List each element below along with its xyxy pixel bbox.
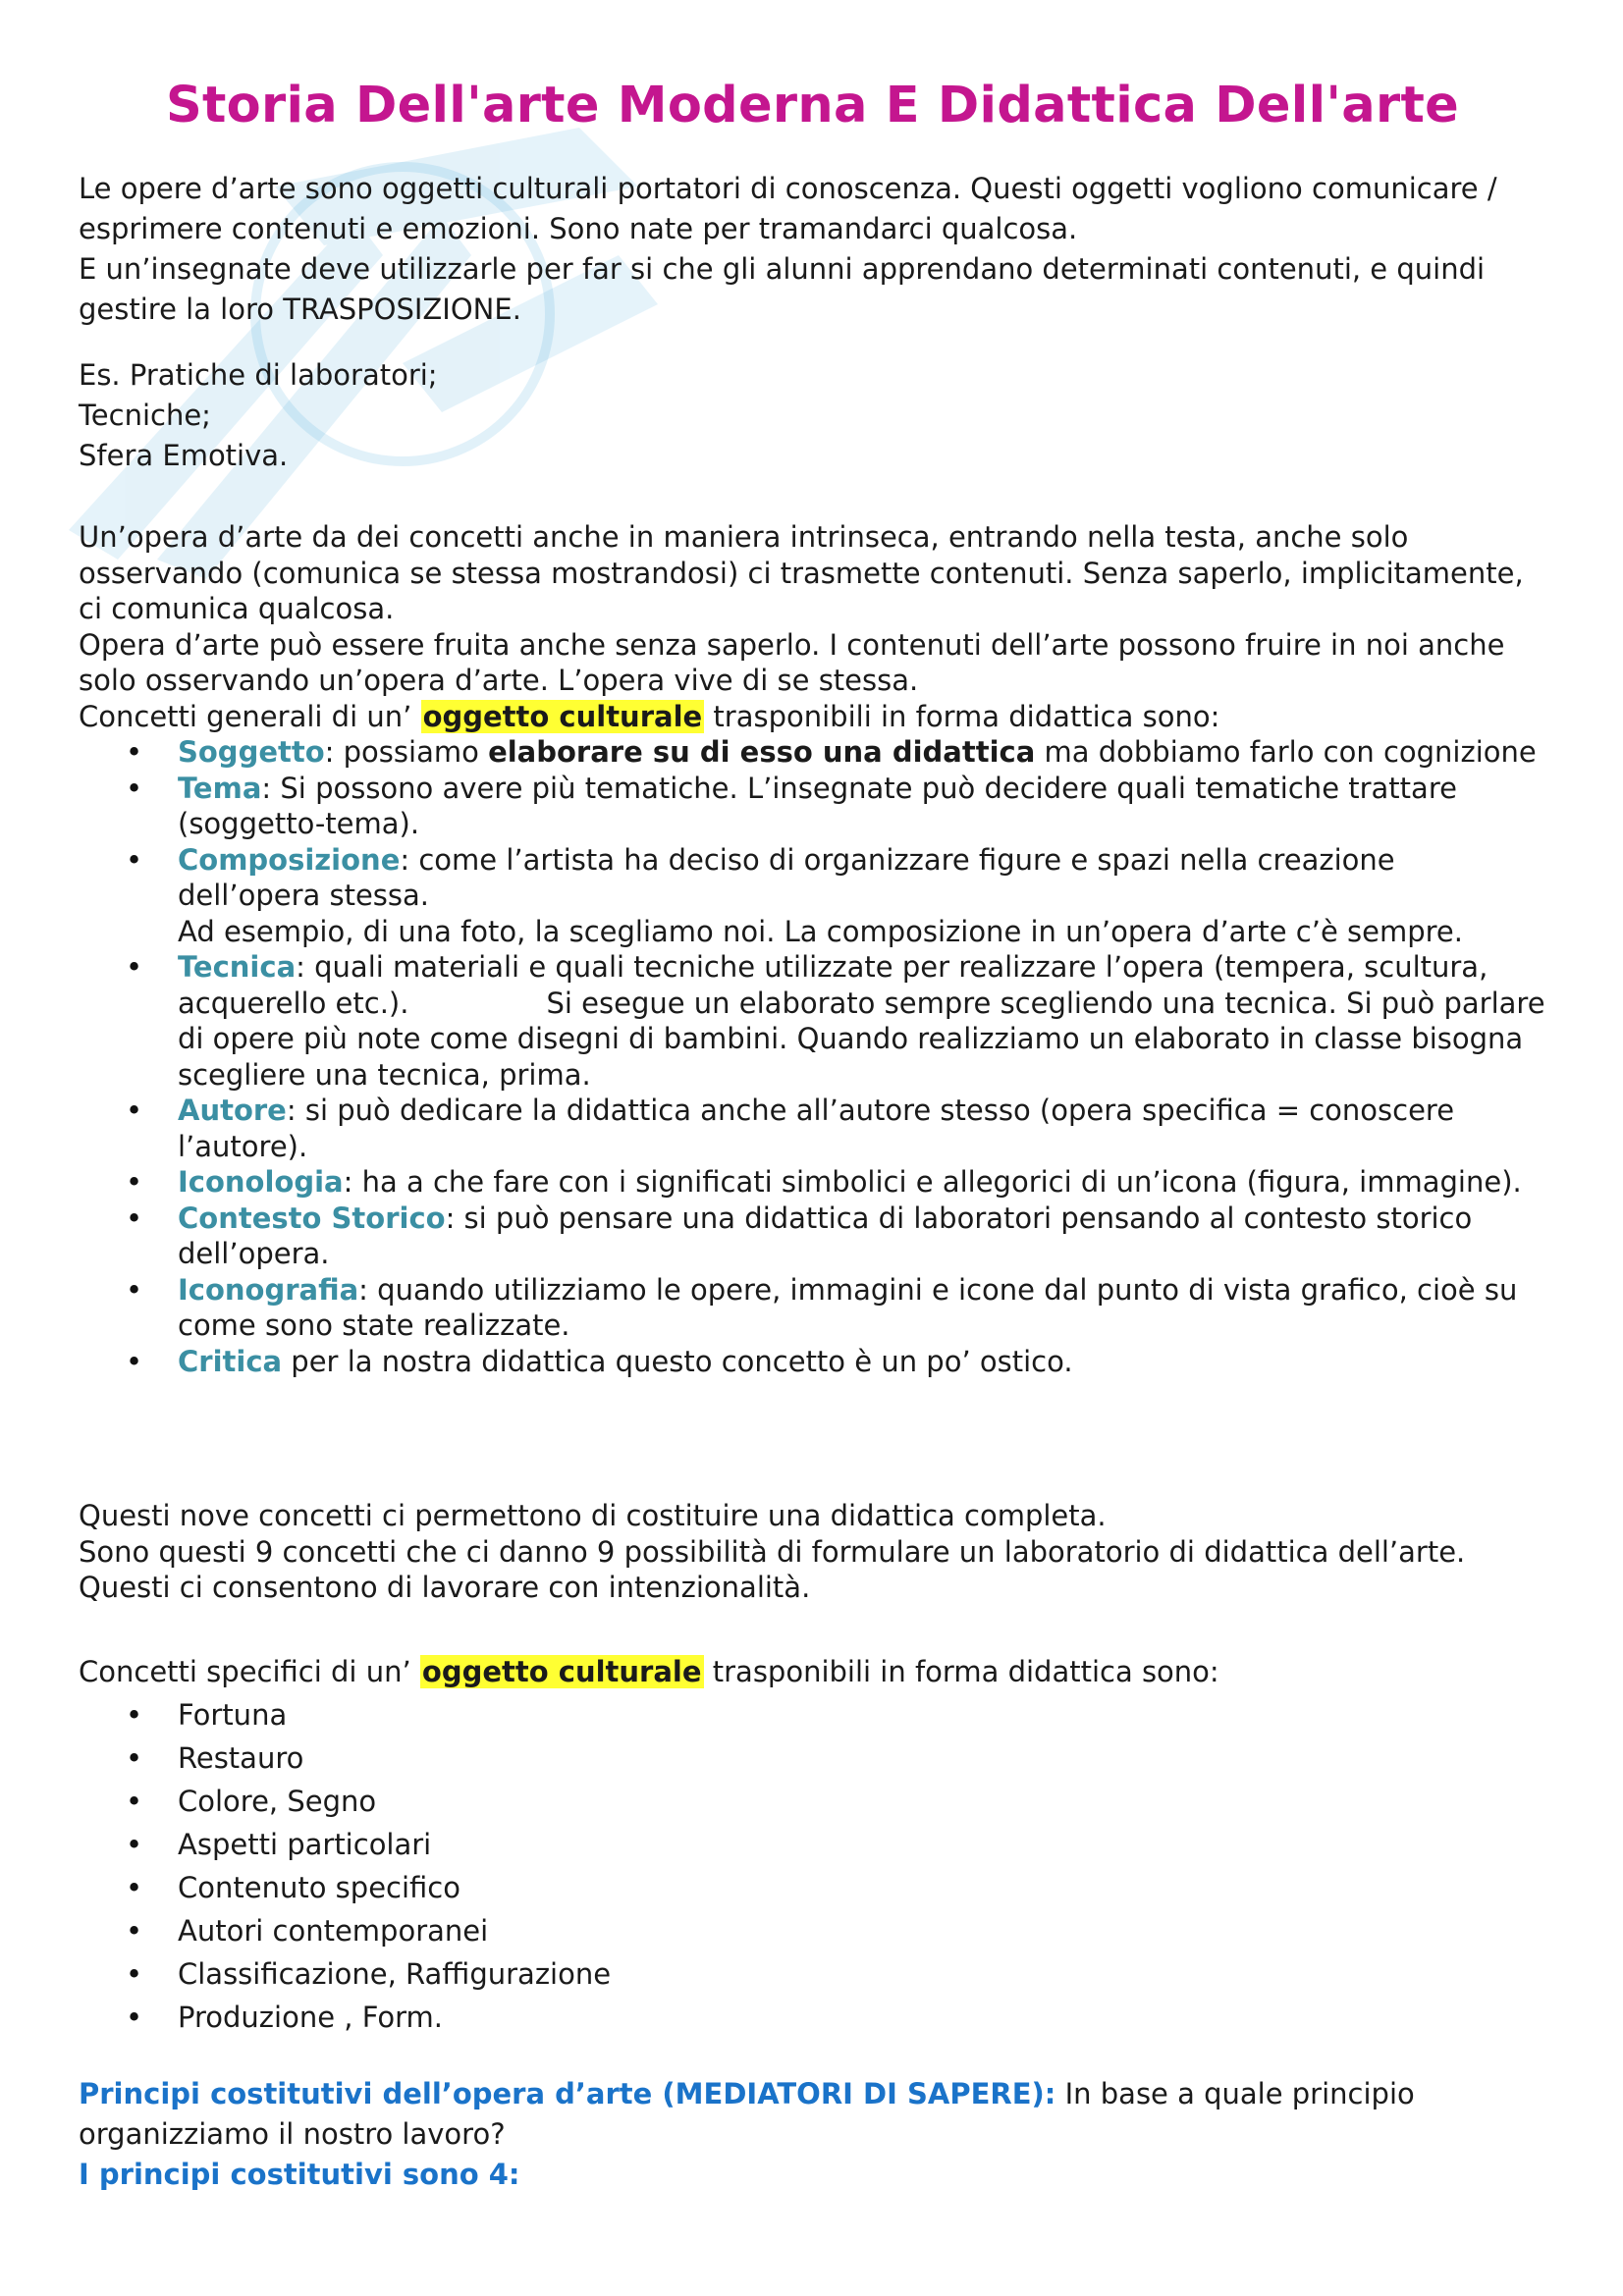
specific-concepts-list [79, 1693, 1546, 2039]
nine-concepts-section [79, 1498, 1546, 1606]
list-item: • Critica per la nostra didattica questo concetto è un po’ ostico. [79, 1344, 1546, 1380]
list-item: • Aspetti particolari [79, 1823, 1546, 1866]
nine-line-1: Questi nove concetti ci permettono di costituire una didattica completa. [79, 1499, 1107, 1532]
list-item: • Classificazione, Raffigurazione [79, 1952, 1546, 1996]
intro-section [79, 169, 1546, 330]
opera-section [79, 519, 1546, 1379]
term-label: Soggetto [178, 735, 325, 769]
list-item: • Autore: si può dedicare la didattica anche all’autore stesso (opera specifica = conoscere l’autore). [79, 1093, 1546, 1164]
intro-paragraph-2: E un’insegnate deve utilizzarle per far si che gli alunni apprendano determinati contenuti, e quindi gestire la loro TRASPOSIZIONE. [79, 252, 1486, 326]
principi-subheading: I principi costitutivi sono 4: [79, 2158, 520, 2191]
example-line: Es. Pratiche di laboratori; [79, 358, 438, 392]
opera-paragraph-2: Opera d’arte può essere fruita anche senza saperlo. I contenuti dell’arte possono fruire in noi anche solo osservando un’opera d’arte. L’opera vive di se stessa. [79, 627, 1505, 697]
specific-concepts-section [79, 1650, 1546, 2039]
example-line: Sfera Emotiva. [79, 439, 289, 472]
term-label: Iconografia [178, 1272, 359, 1307]
list-item: • Produzione , Form. [79, 1996, 1546, 2039]
list-item: • Tema: Si possono avere più tematiche. L’insegnate può decidere quali tematiche trattare (soggetto-tema). [79, 771, 1546, 842]
list-item: • Contesto Storico: si può pensare una didattica di laboratori pensando al contesto storico dell’opera. [79, 1201, 1546, 1272]
term-label: Contesto Storico [178, 1201, 446, 1235]
list-item: • Contenuto specifico [79, 1866, 1546, 1909]
principi-section [79, 2074, 1546, 2195]
term-label: Composizione [178, 842, 401, 877]
intro-paragraph-1: Le opere d’arte sono oggetti culturali portatori di conoscenza. Questi oggetti vogliono comunicare / esprimere contenuti e emozioni. Sono nate per tramandarci qualcosa. [79, 172, 1497, 245]
list-item: • Restauro [79, 1736, 1546, 1780]
term-label: Iconologia [178, 1165, 344, 1199]
nine-line-3: Questi ci consentono di lavorare con intenzionalità. [79, 1571, 811, 1604]
list-item: • Fortuna [79, 1693, 1546, 1736]
examples-section [79, 355, 1546, 476]
list-item: • Soggetto: possiamo elaborare su di esso una didattica ma dobbiamo farlo con cognizione [79, 734, 1546, 771]
principi-heading: Principi costitutivi dell’opera d’arte (MEDIATORI DI SAPERE): [79, 2077, 1056, 2110]
list-item: • Iconografia: quando utilizziamo le opere, immagini e icone dal punto di vista grafico, cioè su come sono state realizzate. [79, 1272, 1546, 1344]
list-item: • Tecnica: quali materiali e quali tecniche utilizzate per realizzare l’opera (tempera, scultura, acquerello etc.). Si esegue un elaborato sempre scegliendo una tecnica. Si può parlare di opere più note come disegni di bambini. Quando realizziamo un elaborato in classe bisogna scegliere una tecnica, prima. [79, 949, 1546, 1093]
principi-paragraph: Principi costitutivi dell’opera d’arte (MEDIATORI DI SAPERE): In base a quale principio organizziamo il nostro lavoro? [79, 2077, 1415, 2151]
list-item: • Autori contemporanei [79, 1909, 1546, 1952]
list-item: • Colore, Segno [79, 1780, 1546, 1823]
list-item: • Composizione: come l’artista ha deciso di organizzare figure e spazi nella creazione dell’opera stessa. Ad esempio, di una foto, la scegliamo noi. La composizione in un’opera d’arte c’è sempre. [79, 842, 1546, 950]
opera-paragraph-1: Un’opera d’arte da dei concetti anche in maniera intrinseca, entrando nella testa, anche solo osservando (comunica se stessa mostrandosi) ci trasmette contenuti. Senza saperlo, implicitamente, ci comunica qualcosa. [79, 520, 1524, 625]
term-label: Autore [178, 1094, 287, 1127]
general-concepts-list [79, 734, 1546, 1379]
term-label: Tecnica [178, 950, 297, 984]
general-concepts-intro: Concetti generali di un’ oggetto culturale trasponibili in forma didattica sono: [79, 699, 1220, 733]
specific-concepts-intro: Concetti specifici di un’ oggetto culturale trasponibili in forma didattica sono: [79, 1655, 1219, 1688]
highlight-oggetto-culturale: oggetto culturale [422, 699, 703, 733]
list-item: • Iconologia: ha a che fare con i significati simbolici e allegorici di un’icona (figura, immagine). [79, 1164, 1546, 1201]
nine-line-2: Sono questi 9 concetti che ci danno 9 possibilità di formulare un laboratorio di didattica dell’arte. [79, 1534, 1466, 1569]
term-label: Critica [178, 1344, 283, 1378]
example-line: Tecniche; [79, 399, 211, 432]
highlight-oggetto-culturale: oggetto culturale [421, 1655, 702, 1688]
page-title: Storia Dell'arte Moderna E Didattica Dell'arte [165, 77, 1460, 134]
term-label: Tema [178, 771, 262, 805]
